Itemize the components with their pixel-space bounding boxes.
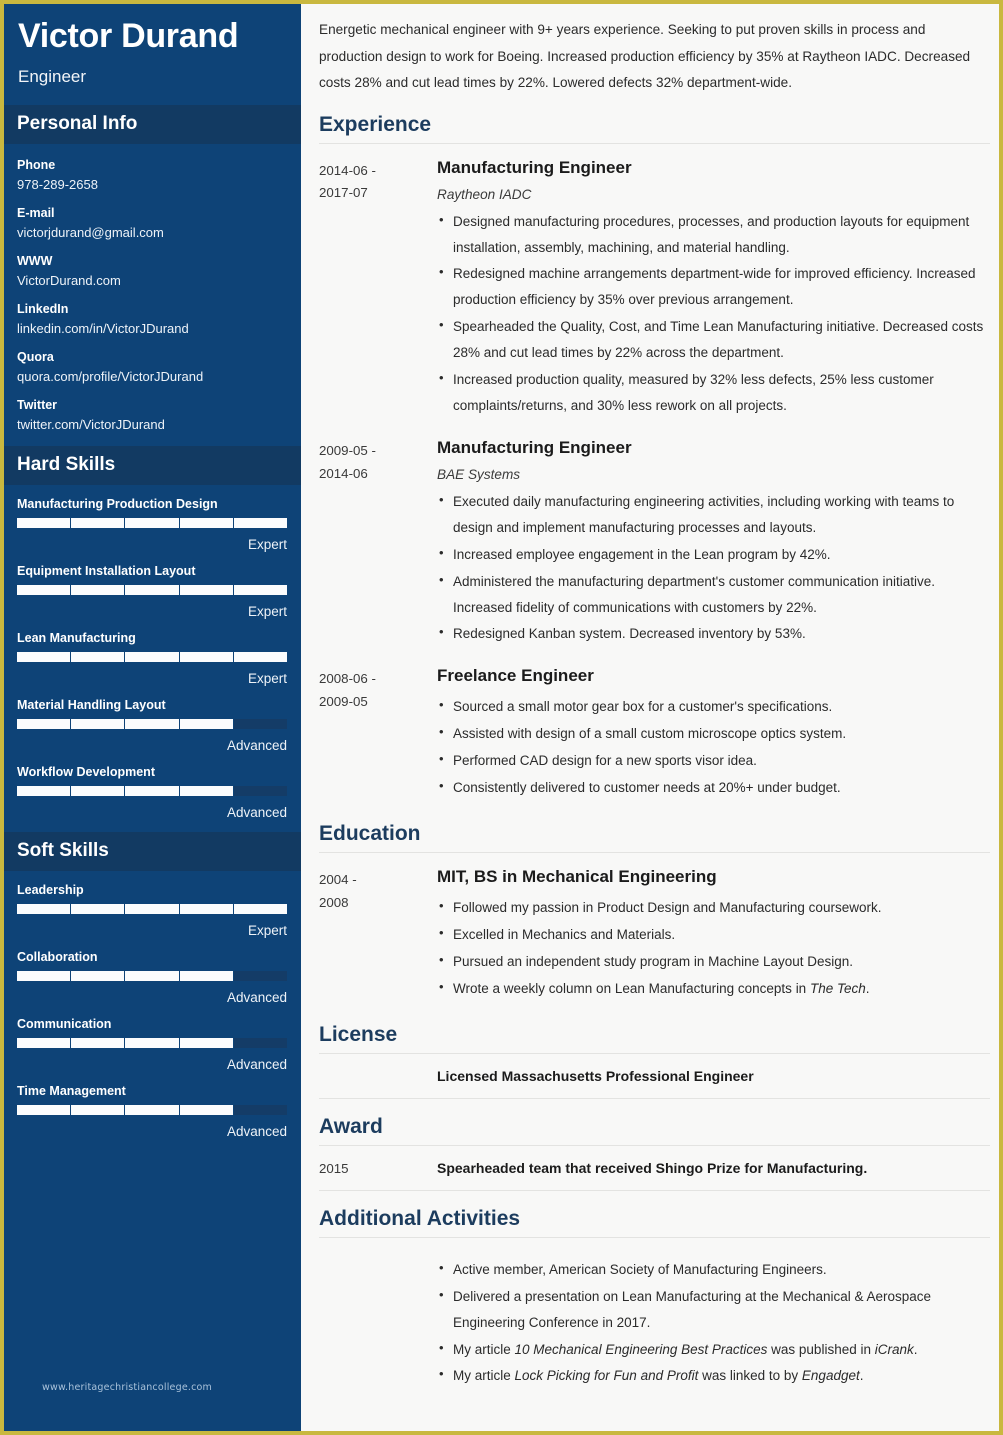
contact-label: Phone bbox=[17, 157, 56, 172]
skill-level-label: Expert bbox=[247, 922, 287, 938]
skill-bar-segment bbox=[71, 585, 125, 595]
contact-item-quora bbox=[17, 350, 288, 384]
skill-bar-segment bbox=[234, 904, 287, 914]
contact-value[interactable]: 978-289-2658 bbox=[17, 176, 98, 192]
entry-body bbox=[437, 437, 990, 649]
skill-level-label: Advanced bbox=[226, 804, 287, 820]
skill-bar-segment bbox=[125, 652, 179, 662]
skill-bar-segment bbox=[180, 652, 234, 662]
skill-bar-segment bbox=[17, 1105, 71, 1115]
italic-title: Lock Picking for Fun and Profit bbox=[514, 1368, 699, 1384]
skill-level-bar bbox=[17, 1038, 287, 1048]
skill-level-bar bbox=[17, 652, 287, 662]
award-date: 2015 bbox=[319, 1160, 349, 1176]
activity-bullet: • My article Lock Picking for Fun and Profit was linked to by Engadget. bbox=[437, 1363, 990, 1389]
skill-name: Workflow Development bbox=[17, 764, 155, 779]
skill-bar-segment bbox=[234, 786, 287, 796]
skill-name: Manufacturing Production Design bbox=[17, 496, 218, 511]
skill-bar-segment bbox=[180, 719, 234, 729]
italic-title: The Tech bbox=[809, 980, 866, 996]
entry-bullet: • Redesigned machine arrangements department-wide for improved efficiency. Increased production efficiency by 35% over previous arrangement. bbox=[437, 261, 990, 313]
contact-item-twitter bbox=[17, 398, 288, 432]
skill-bar-segment bbox=[125, 971, 179, 981]
entry-title: Manufacturing Engineer bbox=[437, 437, 632, 457]
skill-bar-segment bbox=[17, 1038, 71, 1048]
entry-date bbox=[319, 665, 437, 802]
contact-value[interactable]: twitter.com/VictorJDurand bbox=[17, 416, 165, 432]
section-title-education: Education bbox=[319, 822, 421, 846]
skill-bar-segment bbox=[71, 904, 125, 914]
section-header-hard-skills: Hard Skills bbox=[4, 446, 301, 485]
entry-bullet-list bbox=[437, 489, 990, 647]
skill-bar-segment bbox=[125, 719, 179, 729]
section-title-license: License bbox=[319, 1022, 398, 1046]
entry-bullet: • Redesigned Kanban system. Decreased inventory by 53%. bbox=[437, 621, 990, 647]
skill-bar-segment bbox=[234, 652, 287, 662]
skill-level-label: Advanced bbox=[226, 989, 287, 1005]
activity-bullet: • My article 10 Mechanical Engineering Best Practices was published in iCrank. bbox=[437, 1337, 990, 1363]
education-list bbox=[319, 853, 990, 1007]
license-text: Licensed Massachusetts Professional Engineer bbox=[437, 1067, 754, 1084]
entry-bullet: • Executed daily manufacturing engineering activities, including working with teams to design and implement manufacturing processes and layouts. bbox=[437, 489, 990, 541]
entry-date-from: 2009-05 - bbox=[319, 442, 376, 458]
entry-body bbox=[437, 665, 990, 802]
italic-title: 10 Mechanical Engineering Best Practices bbox=[514, 1341, 768, 1357]
entry-body bbox=[437, 866, 990, 1003]
contact-label: LinkedIn bbox=[17, 301, 69, 316]
skill-level-bar bbox=[17, 719, 287, 729]
experience-entry bbox=[319, 144, 990, 424]
italic-publication: Engadget bbox=[801, 1368, 860, 1384]
skill-bar-segment bbox=[71, 518, 125, 528]
skill-bar-segment bbox=[180, 585, 234, 595]
watermark: www.heritagechristiancollege.com bbox=[42, 1382, 212, 1393]
divider bbox=[319, 1098, 990, 1099]
skill-level-bar bbox=[17, 904, 287, 914]
skill-bar-segment bbox=[125, 1038, 179, 1048]
skill-item bbox=[17, 497, 288, 552]
skill-item bbox=[17, 1084, 288, 1139]
section-header-soft-skills: Soft Skills bbox=[4, 832, 301, 871]
entry-bullet: • Consistently delivered to customer needs at 20%+ under budget. bbox=[437, 775, 990, 801]
skill-item bbox=[17, 698, 288, 753]
skill-bar-segment bbox=[180, 904, 234, 914]
license-entry bbox=[319, 1054, 990, 1098]
entry-bullet: • Sourced a small motor gear box for a customer's specifications. bbox=[437, 694, 990, 720]
entry-bullet: • Followed my passion in Product Design and Manufacturing coursework. bbox=[437, 895, 990, 921]
soft-skills-list bbox=[4, 871, 301, 1139]
section-title-award: Award bbox=[319, 1114, 383, 1138]
entry-date-from: 2004 - bbox=[319, 872, 357, 888]
entry-bullet: • Spearheaded the Quality, Cost, and Time Lean Manufacturing initiative. Decreased costs 28% and cut lead times by 22% across the department. bbox=[437, 314, 990, 366]
professional-summary: Energetic mechanical engineer with 9+ years experience. Seeking to put proven skills in process and production design to work for Boeing. Increased production efficiency by 35% at Raytheon IADC. Decreased costs 28% and cut lead times by 22%. Lowered defects 32% department-wide. bbox=[319, 22, 971, 90]
skill-level-label: Expert bbox=[247, 603, 287, 619]
entry-title: Freelance Engineer bbox=[437, 666, 594, 686]
skill-item bbox=[17, 564, 288, 619]
skill-level-bar bbox=[17, 1105, 287, 1115]
contact-value[interactable]: victorjdurand@gmail.com bbox=[17, 224, 164, 240]
italic-publication: iCrank bbox=[874, 1341, 914, 1357]
entry-date bbox=[319, 866, 437, 1003]
skill-name: Lean Manufacturing bbox=[17, 630, 136, 645]
skill-name: Time Management bbox=[17, 1083, 126, 1098]
skill-bar-segment bbox=[180, 786, 234, 796]
skill-bar-segment bbox=[125, 786, 179, 796]
skill-name: Leadership bbox=[17, 882, 84, 897]
section-header-personal-info: Personal Info bbox=[4, 105, 301, 144]
contact-value[interactable]: linkedin.com/in/VictorJDurand bbox=[17, 320, 189, 336]
skill-bar-segment bbox=[180, 1105, 234, 1115]
skill-bar-segment bbox=[234, 585, 287, 595]
section-title-experience: Experience bbox=[319, 112, 432, 136]
skill-level-bar bbox=[17, 786, 287, 796]
skill-item bbox=[17, 631, 288, 686]
contact-label: Twitter bbox=[17, 397, 58, 412]
activity-bullet: • Active member, American Society of Manufacturing Engineers. bbox=[437, 1257, 990, 1283]
entry-date-from: 2014-06 - bbox=[319, 162, 376, 178]
skill-bar-segment bbox=[234, 719, 287, 729]
contact-label: WWW bbox=[17, 253, 53, 268]
skill-bar-segment bbox=[17, 585, 71, 595]
skill-bar-segment bbox=[17, 652, 71, 662]
entry-bullet: • Designed manufacturing procedures, processes, and production layouts for equipment installation, assembly, machining, and material handling. bbox=[437, 209, 990, 261]
entry-title: MIT, BS in Mechanical Engineering bbox=[437, 867, 717, 887]
skill-level-bar bbox=[17, 585, 287, 595]
contact-value[interactable]: quora.com/profile/VictorJDurand bbox=[17, 368, 204, 384]
entry-date-from: 2008-06 - bbox=[319, 671, 376, 687]
skill-item bbox=[17, 1017, 288, 1072]
skill-name: Communication bbox=[17, 1016, 112, 1031]
skill-bar-segment bbox=[234, 518, 287, 528]
skill-bar-segment bbox=[234, 1038, 287, 1048]
skill-bar-segment bbox=[71, 786, 125, 796]
candidate-role: Engineer bbox=[18, 66, 87, 86]
contact-item-email bbox=[17, 206, 288, 240]
contact-label: E-mail bbox=[17, 205, 55, 220]
skill-bar-segment bbox=[71, 1105, 125, 1115]
experience-list bbox=[319, 144, 990, 807]
skill-bar-segment bbox=[17, 786, 71, 796]
skill-level-label: Expert bbox=[247, 536, 287, 552]
skill-bar-segment bbox=[125, 518, 179, 528]
skill-bar-segment bbox=[180, 518, 234, 528]
entry-bullet-list bbox=[437, 694, 990, 801]
skill-level-label: Advanced bbox=[226, 737, 287, 753]
award-text: Spearheaded team that received Shingo Prize for Manufacturing. bbox=[437, 1159, 868, 1176]
activity-bullet: • Delivered a presentation on Lean Manufacturing at the Mechanical & Aerospace Engineering Conference in 2017. bbox=[437, 1284, 990, 1336]
contact-item-www bbox=[17, 254, 288, 288]
entry-bullet: • Wrote a weekly column on Lean Manufacturing concepts in The Tech. bbox=[437, 976, 990, 1002]
entry-bullet: • Pursued an independent study program in Machine Layout Design. bbox=[437, 949, 990, 975]
skill-item bbox=[17, 765, 288, 820]
entry-bullet-list bbox=[437, 209, 990, 419]
contact-label: Quora bbox=[17, 349, 54, 364]
entry-bullet: • Assisted with design of a small custom microscope optics system. bbox=[437, 721, 990, 747]
skill-bar-segment bbox=[71, 1038, 125, 1048]
entry-date-to: 2014-06 bbox=[319, 465, 368, 481]
hard-skills-list bbox=[4, 485, 301, 820]
activities-list bbox=[437, 1257, 990, 1390]
sidebar bbox=[4, 4, 301, 1431]
entry-bullet-list bbox=[437, 895, 990, 1002]
contact-value[interactable]: VictorDurand.com bbox=[17, 272, 121, 288]
award-entry bbox=[319, 1146, 990, 1190]
skill-bar-segment bbox=[234, 1105, 287, 1115]
entry-date-to: 2017-07 bbox=[319, 185, 368, 201]
sidebar-header bbox=[4, 4, 301, 105]
contact-item-phone bbox=[17, 158, 288, 192]
skill-bar-segment bbox=[125, 1105, 179, 1115]
candidate-name: Victor Durand bbox=[18, 17, 239, 55]
skill-level-label: Advanced bbox=[226, 1056, 287, 1072]
skill-name: Collaboration bbox=[17, 949, 98, 964]
skill-bar-segment bbox=[17, 904, 71, 914]
skill-bar-segment bbox=[71, 719, 125, 729]
skill-bar-segment bbox=[125, 904, 179, 914]
entry-date-to: 2008 bbox=[319, 894, 349, 910]
entry-bullet: • Excelled in Mechanics and Materials. bbox=[437, 922, 990, 948]
skill-bar-segment bbox=[17, 719, 71, 729]
entry-date bbox=[319, 157, 437, 420]
education-entry bbox=[319, 853, 990, 1007]
main-content bbox=[301, 4, 999, 1431]
entry-bullet: • Increased production quality, measured by 32% less defects, 25% less customer complaints/returns, and 30% less rework on all projects. bbox=[437, 367, 990, 419]
skill-bar-segment bbox=[17, 518, 71, 528]
skill-item bbox=[17, 950, 288, 1005]
entry-date-to: 2009-05 bbox=[319, 694, 368, 710]
skill-level-label: Advanced bbox=[226, 1123, 287, 1139]
entry-bullet: • Increased employee engagement in the Lean program by 42%. bbox=[437, 542, 990, 568]
entry-title: Manufacturing Engineer bbox=[437, 157, 632, 177]
section-title-activities: Additional Activities bbox=[319, 1206, 521, 1230]
skill-level-bar bbox=[17, 518, 287, 528]
contact-list bbox=[4, 144, 301, 432]
skill-bar-segment bbox=[234, 971, 287, 981]
entry-bullet: • Performed CAD design for a new sports visor idea. bbox=[437, 748, 990, 774]
skill-bar-segment bbox=[71, 652, 125, 662]
contact-item-linkedin bbox=[17, 302, 288, 336]
entry-body bbox=[437, 157, 990, 420]
entry-date bbox=[319, 437, 437, 649]
skill-bar-segment bbox=[17, 971, 71, 981]
skill-level-label: Expert bbox=[247, 670, 287, 686]
entry-bullet: • Administered the manufacturing department's customer communication initiative. Increased fidelity of communications with customers by 22%. bbox=[437, 569, 990, 621]
entry-organization: BAE Systems bbox=[437, 466, 521, 482]
skill-bar-segment bbox=[180, 971, 234, 981]
experience-entry bbox=[319, 424, 990, 653]
skill-bar-segment bbox=[180, 1038, 234, 1048]
divider bbox=[319, 1190, 990, 1191]
skill-bar-segment bbox=[71, 971, 125, 981]
experience-entry bbox=[319, 652, 990, 806]
skill-bar-segment bbox=[125, 585, 179, 595]
entry-organization: Raytheon IADC bbox=[437, 186, 532, 202]
skill-item bbox=[17, 883, 288, 938]
skill-name: Material Handling Layout bbox=[17, 697, 166, 712]
skill-name: Equipment Installation Layout bbox=[17, 563, 196, 578]
skill-level-bar bbox=[17, 971, 287, 981]
